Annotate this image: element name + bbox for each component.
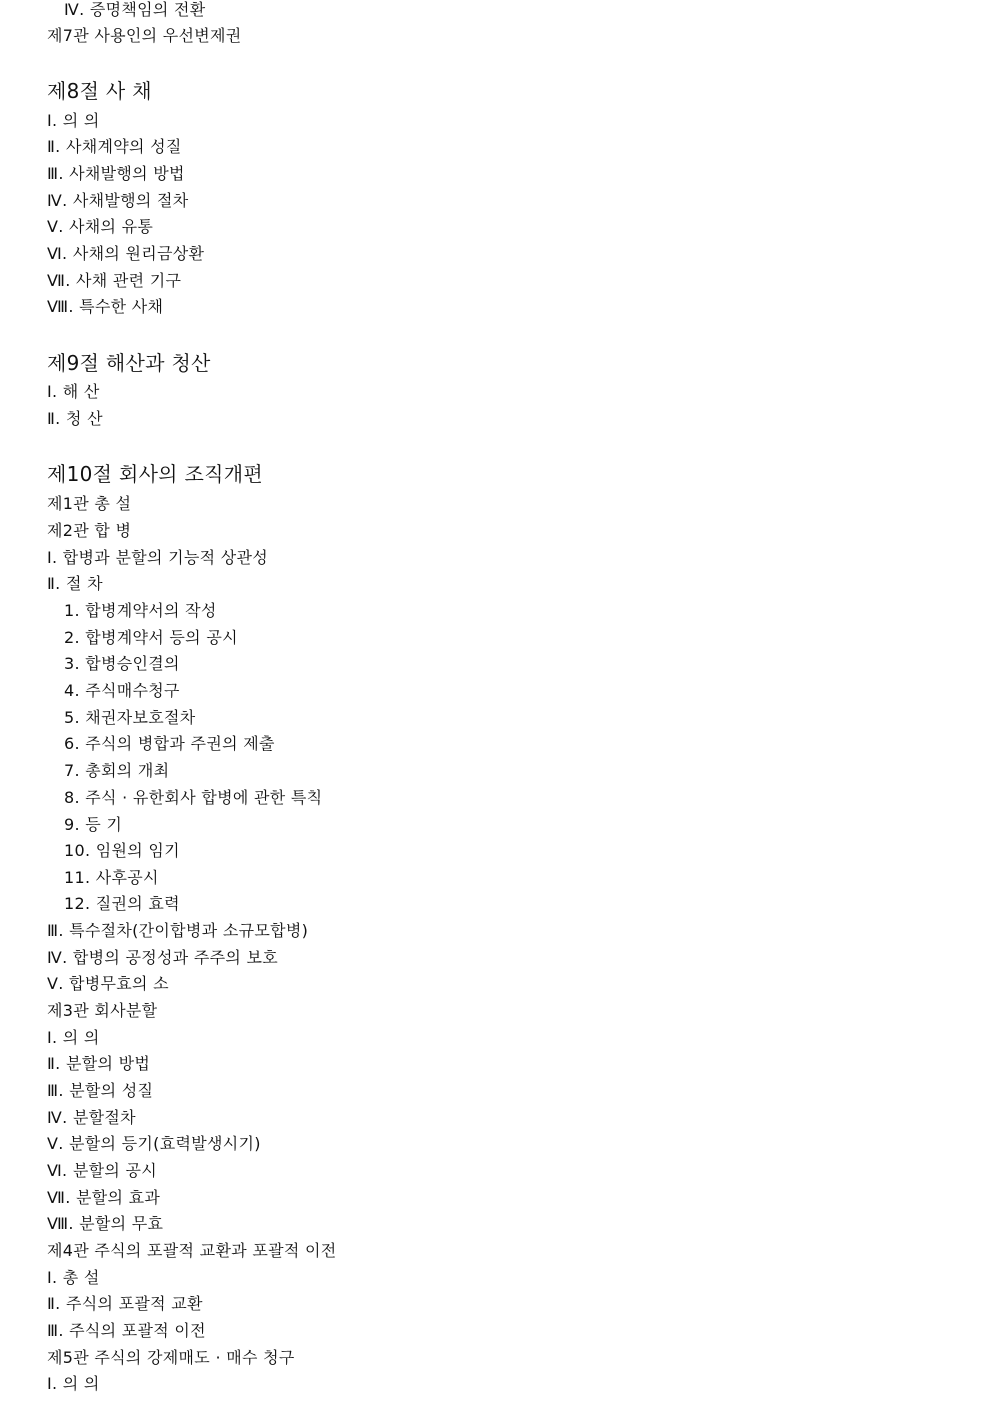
roman-item: Ⅰ. 합병과 분할의 기능적 상관성 bbox=[47, 548, 269, 567]
numbered-subitem: 8. 주식 · 유한회사 합병에 관한 특칙 bbox=[64, 788, 323, 807]
roman-item: Ⅲ. 주식의 포괄적 이전 bbox=[47, 1321, 206, 1340]
roman-item: Ⅲ. 사채발행의 방법 bbox=[47, 164, 185, 183]
roman-item: Ⅲ. 특수절차(간이합병과 소규모합병) bbox=[47, 921, 309, 940]
part-heading: 제1관 총 설 bbox=[47, 494, 132, 513]
roman-item: Ⅷ. 분할의 무효 bbox=[47, 1214, 164, 1233]
roman-item: Ⅴ. 분할의 등기(효력발생시기) bbox=[47, 1134, 261, 1153]
roman-item: Ⅰ. 의 의 bbox=[47, 1374, 100, 1393]
roman-item: Ⅱ. 절 차 bbox=[47, 574, 103, 593]
roman-item: Ⅱ. 분할의 방법 bbox=[47, 1054, 151, 1073]
section-heading: 제10절 회사의 조직개편 bbox=[47, 462, 263, 486]
numbered-subitem: 5. 채권자보호절차 bbox=[64, 708, 196, 727]
roman-item: Ⅶ. 사채 관련 기구 bbox=[47, 271, 182, 290]
roman-item: Ⅴ. 합병무효의 소 bbox=[47, 974, 169, 993]
roman-item: Ⅲ. 분할의 성질 bbox=[47, 1081, 154, 1100]
numbered-subitem: 10. 임원의 임기 bbox=[64, 841, 180, 860]
roman-item: Ⅶ. 분할의 효과 bbox=[47, 1188, 161, 1207]
roman-item: Ⅰ. 해 산 bbox=[47, 382, 100, 401]
roman-item: Ⅳ. 분할절차 bbox=[47, 1108, 136, 1127]
numbered-subitem: 3. 합병승인결의 bbox=[64, 654, 180, 673]
part-heading: 제5관 주식의 강제매도 · 매수 청구 bbox=[47, 1348, 295, 1367]
roman-item: Ⅱ. 청 산 bbox=[47, 409, 103, 428]
roman-item: Ⅱ. 사채계약의 성질 bbox=[47, 137, 182, 156]
numbered-subitem: 7. 총회의 개최 bbox=[64, 761, 170, 780]
part-heading: 제3관 회사분할 bbox=[47, 1001, 158, 1020]
part-heading: 제4관 주식의 포괄적 교환과 포괄적 이전 bbox=[47, 1241, 337, 1260]
roman-item: Ⅱ. 주식의 포괄적 교환 bbox=[47, 1294, 203, 1313]
roman-item: Ⅰ. 의 의 bbox=[47, 111, 100, 130]
numbered-subitem: 2. 합병계약서 등의 공시 bbox=[64, 628, 238, 647]
numbered-subitem: 6. 주식의 병합과 주권의 제출 bbox=[64, 734, 275, 753]
numbered-subitem: Ⅳ. 증명책임의 전환 bbox=[64, 0, 206, 19]
part-heading: 제7관 사용인의 우선변제권 bbox=[47, 26, 242, 45]
section-heading: 제9절 해산과 청산 bbox=[47, 351, 211, 375]
roman-item: Ⅳ. 합병의 공정성과 주주의 보호 bbox=[47, 948, 279, 967]
numbered-subitem: 9. 등 기 bbox=[64, 815, 123, 834]
numbered-subitem: 1. 합병계약서의 작성 bbox=[64, 601, 217, 620]
numbered-subitem: 4. 주식매수청구 bbox=[64, 681, 180, 700]
roman-item: Ⅴ. 사채의 유통 bbox=[47, 217, 154, 236]
numbered-subitem: 11. 사후공시 bbox=[64, 868, 159, 887]
roman-item: Ⅰ. 총 설 bbox=[47, 1268, 100, 1287]
section-heading: 제8절 사 채 bbox=[47, 79, 152, 103]
roman-item: Ⅰ. 의 의 bbox=[47, 1028, 100, 1047]
roman-item: Ⅵ. 사채의 원리금상환 bbox=[47, 244, 205, 263]
roman-item: Ⅳ. 사채발행의 절차 bbox=[47, 191, 189, 210]
part-heading: 제2관 합 병 bbox=[47, 521, 132, 540]
numbered-subitem: 12. 질권의 효력 bbox=[64, 894, 180, 913]
roman-item: Ⅵ. 분할의 공시 bbox=[47, 1161, 157, 1180]
roman-item: Ⅷ. 특수한 사채 bbox=[47, 297, 164, 316]
